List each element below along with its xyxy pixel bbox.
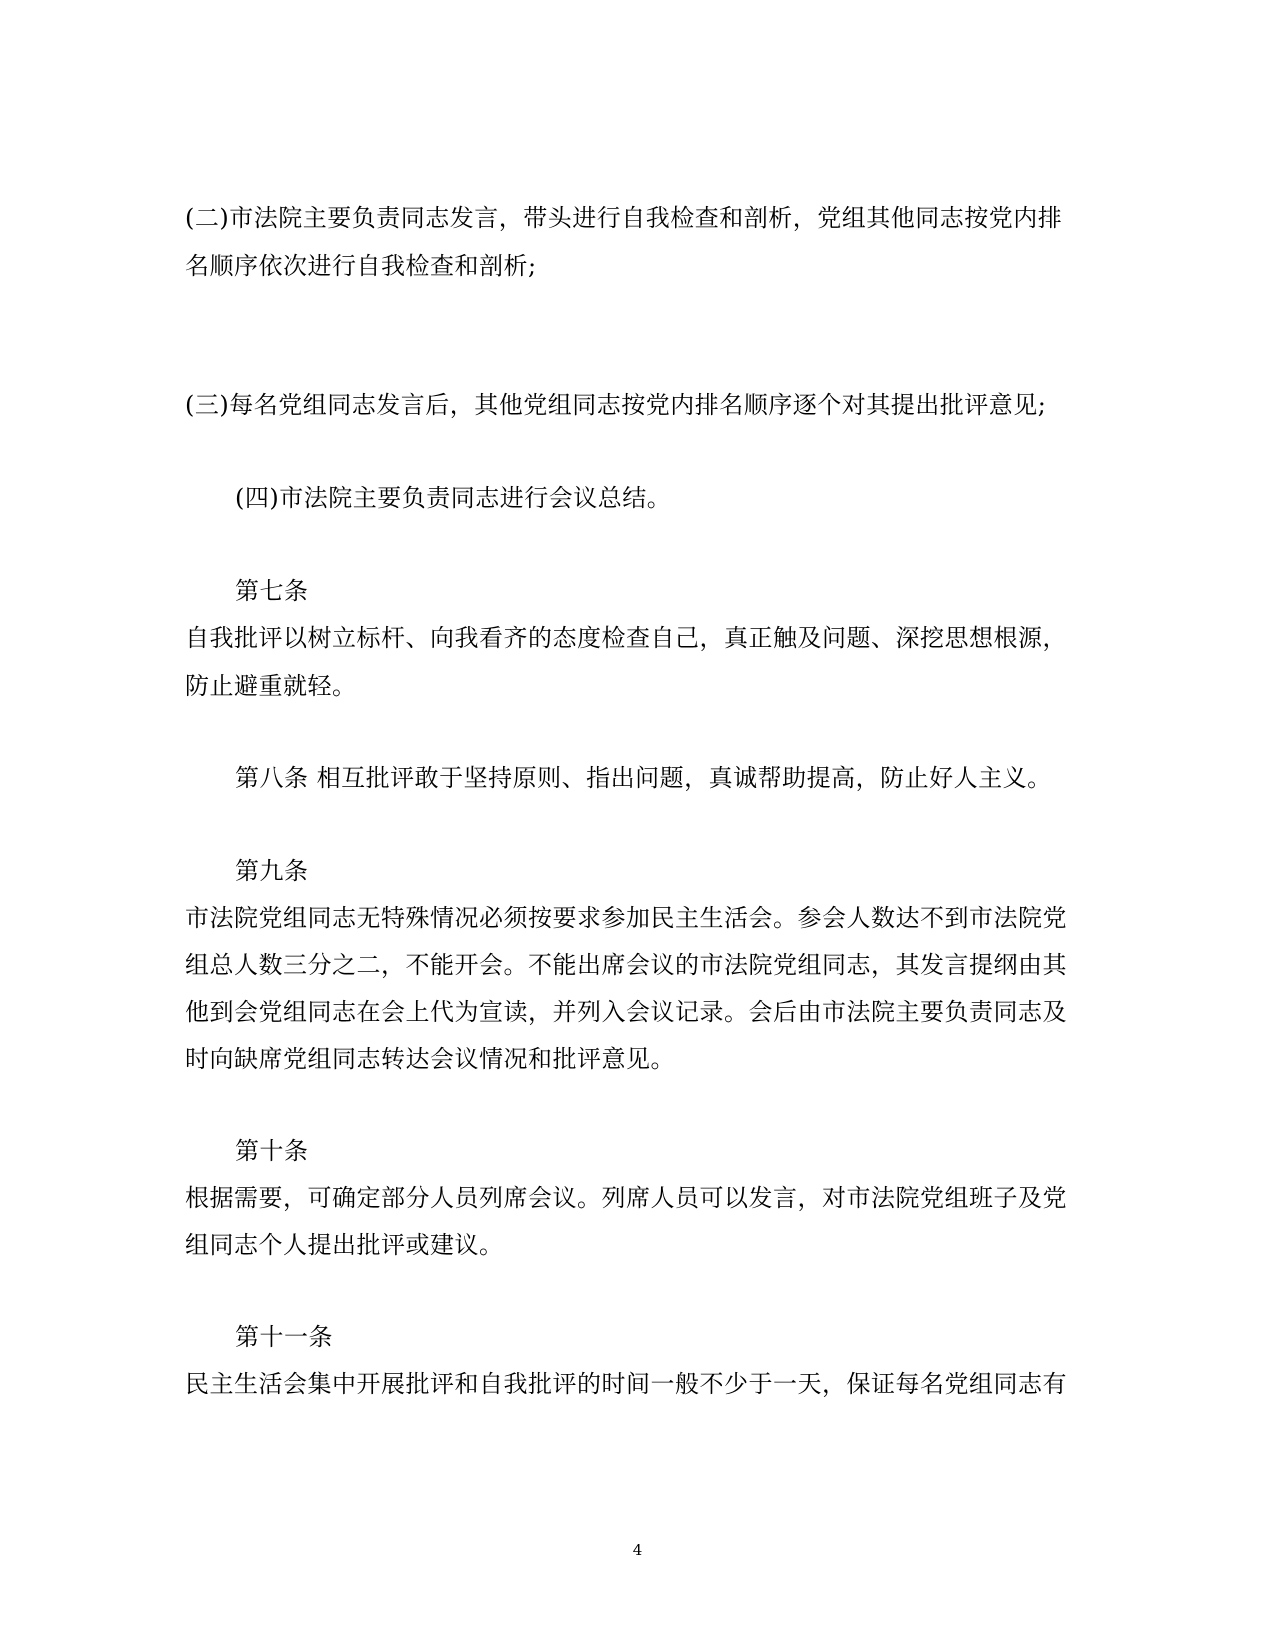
article-7-heading: 第七条 (235, 577, 309, 605)
article-10-heading: 第十条 (235, 1137, 309, 1165)
article-9-line-4: 时向缺席党组同志转达会议情况和批评意见。 (185, 1045, 675, 1073)
article-9-line-2: 组总人数三分之二，不能开会。不能出席会议的市法院党组同志，其发言提纲由其 (185, 951, 1067, 979)
article-7-line-2: 防止避重就轻。 (185, 672, 357, 700)
paragraph-2-line-1: (二)市法院主要负责同志发言，带头进行自我检查和剖析，党组其他同志按党内排 (185, 204, 1063, 232)
article-7-line-1: 自我批评以树立标杆、向我看齐的态度检查自己，真正触及问题、深挖思想根源， (185, 624, 1067, 652)
article-10-line-2: 组同志个人提出批评或建议。 (185, 1231, 504, 1259)
article-9-heading: 第九条 (235, 857, 309, 885)
article-11-line-1: 民主生活会集中开展批评和自我批评的时间一般不少于一天，保证每名党组同志有 (185, 1370, 1067, 1398)
paragraph-2-line-2: 名顺序依次进行自我检查和剖析; (185, 252, 537, 280)
page-number: 4 (632, 1541, 643, 1559)
paragraph-4-line-1: (四)市法院主要负责同志进行会议总结。 (235, 484, 672, 512)
article-10-line-1: 根据需要，可确定部分人员列席会议。列席人员可以发言，对市法院党组班子及党 (185, 1184, 1067, 1212)
article-9-line-3: 他到会党组同志在会上代为宣读，并列入会议记录。会后由市法院主要负责同志及 (185, 998, 1067, 1026)
article-8-line-1: 第八条 相互批评敢于坚持原则、指出问题，真诚帮助提高，防止好人主义。 (235, 764, 1052, 792)
article-9-line-1: 市法院党组同志无特殊情况必须按要求参加民主生活会。参会人数达不到市法院党 (185, 904, 1067, 932)
article-11-heading: 第十一条 (235, 1323, 333, 1351)
paragraph-3-line-1: (三)每名党组同志发言后，其他党组同志按党内排名顺序逐个对其提出批评意见; (185, 391, 1047, 419)
